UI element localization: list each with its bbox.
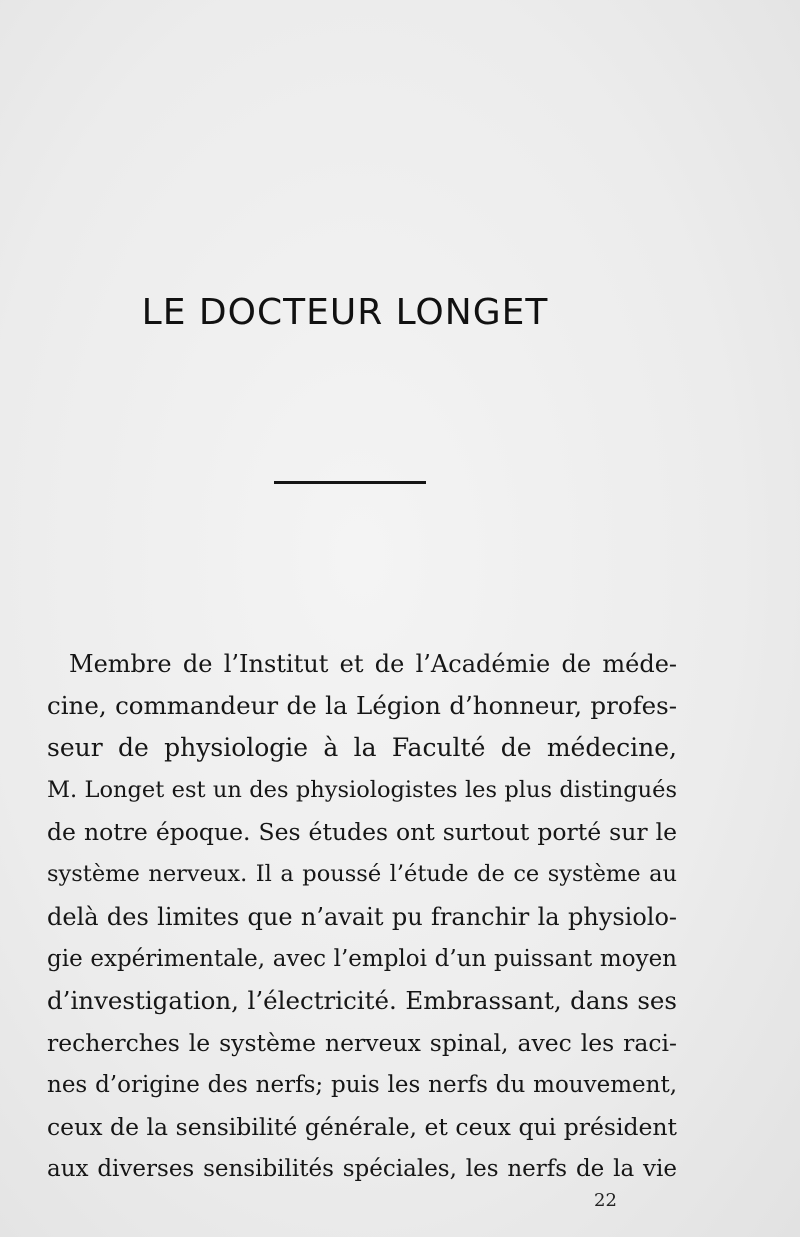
text-line: gie expérimentale, avec l’emploi d’un puissant moyen (47, 945, 677, 972)
body-paragraph (47, 643, 677, 1190)
text-line: cine, commandeur de la Légion d’honneur, profes- (47, 691, 677, 721)
text-line: M. Longet est un des physiologistes les plus distingués (47, 777, 677, 804)
chapter-title: LE DOCTEUR LONGET (141, 292, 549, 333)
text-line: Membre de l’Institut et de l’Académie de méde- (69, 650, 677, 678)
page-number: 22 (594, 1190, 617, 1211)
text-line: delà des limites que n’avait pu franchir la physiolo- (47, 902, 677, 931)
text-line: ceux de la sensibilité générale, et ceux qui président (47, 1113, 677, 1142)
text-line: système nerveux. Il a poussé l’étude de ce système au (47, 861, 677, 888)
title-divider-rule (274, 481, 426, 484)
text-line: de notre époque. Ses études ont surtout porté sur le (47, 818, 677, 847)
text-line: d’investigation, l’électricité. Embrassant, dans ses (47, 985, 677, 1015)
text-line: recherches le système nerveux spinal, avec les raci- (47, 1028, 677, 1057)
text-line: seur de physiologie à la Faculté de médecine, (47, 733, 677, 763)
text-line: nes d’origine des nerfs; puis les nerfs du mouvement, (47, 1071, 677, 1098)
text-line: aux diverses sensibilités spéciales, les nerfs de la vie (47, 1156, 677, 1183)
